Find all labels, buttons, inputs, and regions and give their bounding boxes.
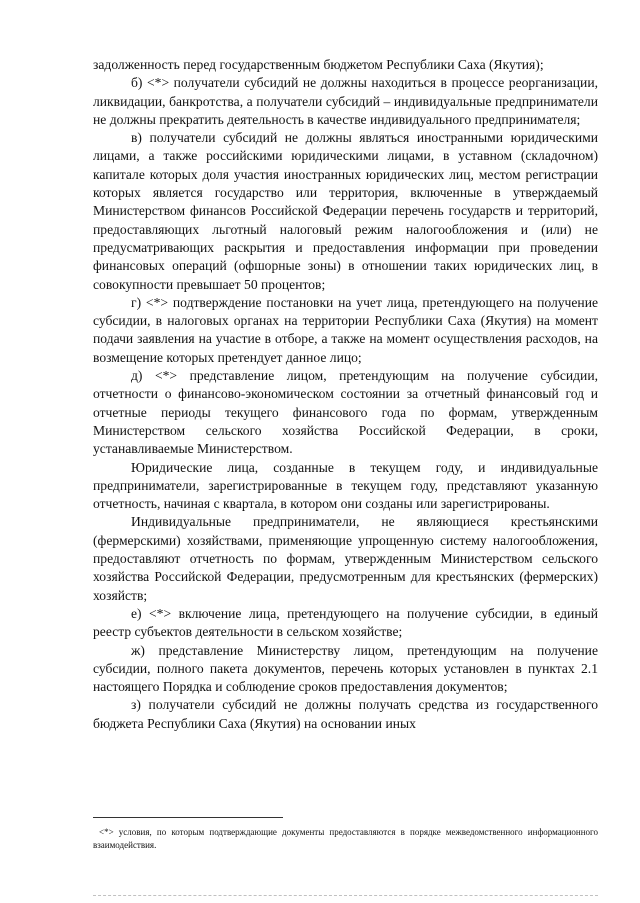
paragraph-individual-entrepreneurs: Индивидуальные предприниматели, не являющиеся крестьянскими (фермерскими) хозяйствами, применяющие упрощенную систему налогообложения, предоставляют отчетность по формам, утвержденным Министерством сельского хозяйства Российской Федерации, предусмотренным для крестьянских (фермерских) хозяйств;: [93, 514, 598, 603]
paragraph-item-b: б) <*> получатели субсидий не должны находиться в процессе реорганизации, ликвидации, банкротства, а получатели субсидий – индивидуальные предприниматели не должны прекратить деятельность в качестве индивидуального предпринимателя;: [93, 75, 598, 127]
paragraph-item-e: е) <*> включение лица, претендующего на получение субсидии, в единый реестр субъектов деятельности в сельском хозяйстве;: [93, 605, 598, 640]
paragraph-legal-entities: Юридические лица, созданные в текущем году, и индивидуальные предприниматели, зарегистрированные в текущем году, представляют указанную отчетность, начиная с квартала, в котором они созданы или зарегистрированы.: [93, 459, 598, 512]
footnote-divider: [93, 817, 283, 818]
scan-artifact-line: [93, 895, 598, 898]
paragraph-continuation: задолженность перед государственным бюджетом Республики Саха (Якутия);: [93, 57, 544, 72]
paragraph-item-z: з) получатели субсидий не должны получать средства из государственного бюджета Республики Саха (Якутия) на основании иных: [93, 697, 598, 731]
paragraph-item-d: д) <*> представление лицом, претендующим на получение субсидии, отчетности о финансово-экономическом состоянии за отчетный финансовый год и отчетные периоды текущего финансового года по формам, утвержденным Министерством сельского хозяйства Российской Федерации, в сроки, устанавливаемые Министерством.: [93, 368, 598, 457]
document-body: [93, 56, 598, 733]
footnote: <*> условия, по которым подтверждающие документы предоставляются в порядке межведомственного информационного взаимодействия.: [93, 827, 598, 850]
paragraph-item-v: в) получатели субсидий не должны являться иностранными юридическими лицами, а также российскими юридическими лицами, в уставном (складочном) капитале которых доля участия иностранных юридических лиц, местом регистрации которых является государство или территория, включенные в утверждаемый Министерством финансов Российской Федерации перечень государств и территорий, предоставляющих льготный налоговый режим налогообложения и (или) не предусматривающих раскрытия и предоставления информации при проведении финансовых операций (офшорные зоны) в отношении таких юридических лиц, в совокупности превышает 50 процентов;: [93, 130, 598, 292]
paragraph-item-zh: ж) представление Министерству лицом, претендующим на получение субсидии, полного пакета документов, перечень которых установлен в пунктах 2.1 настоящего Порядка и соблюдение сроков предоставления документов;: [93, 642, 598, 695]
paragraph-item-g: г) <*> подтверждение постановки на учет лица, претендующего на получение субсидии, в налоговых органах на территории Республики Саха (Якутия) на момент подачи заявления на участие в отборе, а также на момент осуществления расходов, на возмещение которых претендует данное лицо;: [93, 294, 598, 365]
